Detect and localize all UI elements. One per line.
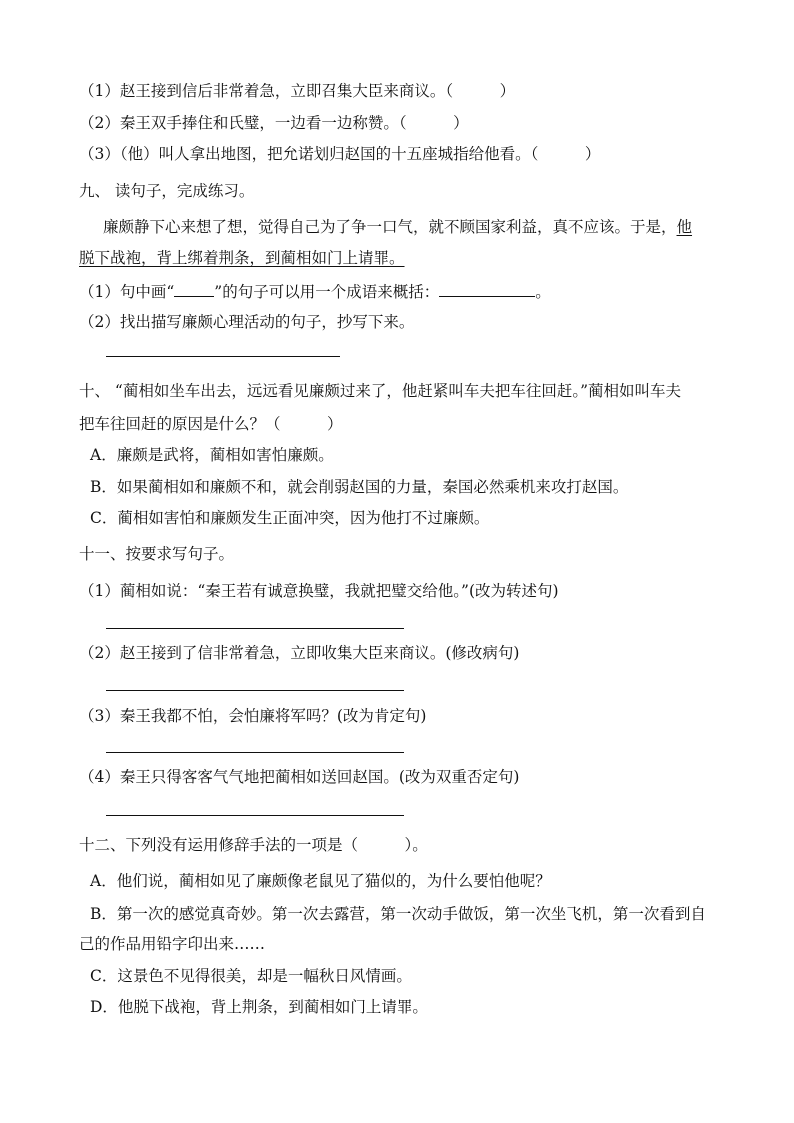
q9-sub1-answer-blank[interactable] bbox=[439, 280, 535, 297]
q9-sub1-text-b: ”的句子可以用一个成语来概括： bbox=[214, 283, 440, 301]
q9-passage-underlined-start: 他 bbox=[676, 218, 693, 236]
q8-item-2: （2）秦王双手捧住和氏璧，一边看一边称赞。（ ） bbox=[79, 114, 469, 132]
q11-item-3: （3）秦王我都不怕，会怕廉将军吗？(改为肯定句) bbox=[79, 707, 427, 725]
q11-item-1-answer-line[interactable] bbox=[106, 628, 404, 629]
q10-title-line-1: 十、 “蔺相如坐车出去，远远看见廉颇过来了，他赶紧叫车夫把车往回赶。”蔺相如叫车夫 bbox=[79, 382, 682, 400]
q8-item-3: （3）（他）叫人拿出地图，把允诺划归赵国的十五座城指给他看。（ ） bbox=[79, 145, 601, 163]
q11-item-4-answer-line[interactable] bbox=[106, 815, 404, 816]
q9-passage-line-1 bbox=[103, 216, 692, 238]
q11-item-3-answer-line[interactable] bbox=[106, 752, 404, 753]
q9-title: 九、 读句子，完成练习。 bbox=[79, 182, 255, 200]
q10-option-a[interactable]: A．廉颇是武将，蔺相如害怕廉颇。 bbox=[90, 446, 334, 464]
q9-sub2-answer-line[interactable] bbox=[106, 356, 340, 357]
q9-sub1-text-a: （1）句中画“ bbox=[79, 283, 175, 301]
q12-option-c[interactable]: C．这景色不见得很美，却是一幅秋日风情画。 bbox=[90, 967, 412, 985]
q9-sub2: （2）找出描写廉颇心理活动的句子，抄写下来。 bbox=[79, 313, 415, 331]
q12-option-b-line-2[interactable]: 己的作品用铅字印出来…… bbox=[79, 935, 266, 953]
q8-item-1: （1）赵王接到信后非常着急，立即召集大臣来商议。（ ） bbox=[79, 82, 516, 100]
q11-title: 十一、按要求写句子。 bbox=[79, 545, 235, 563]
q12-option-a[interactable]: A．他们说，蔺相如见了廉颇像老鼠见了猫似的，为什么要怕他呢？ bbox=[90, 872, 551, 890]
q9-sub1-mark-blank bbox=[174, 280, 214, 297]
q9-passage-plain: 廉颇静下心来想了想，觉得自己为了争一口气，就不顾国家利益，真不应该。于是， bbox=[103, 218, 677, 236]
q9-sub1 bbox=[79, 280, 551, 303]
q9-passage-line-2 bbox=[79, 247, 405, 269]
q10-option-b[interactable]: B．如果蔺相如和廉颇不和，就会削弱赵国的力量，秦国必然乘机来攻打赵国。 bbox=[90, 478, 629, 496]
q11-item-2-answer-line[interactable] bbox=[106, 690, 404, 691]
q9-sub1-text-c: 。 bbox=[535, 283, 551, 301]
q12-option-d[interactable]: D．他脱下战袍，背上荆条，到蔺相如门上请罪。 bbox=[90, 998, 428, 1016]
q10-option-c[interactable]: C．蔺相如害怕和廉颇发生正面冲突，因为他打不过廉颇。 bbox=[90, 509, 490, 527]
q12-title: 十二、下列没有运用修辞手法的一项是（ ）。 bbox=[79, 836, 428, 854]
q11-item-2: （2）赵王接到了信非常着急，立即收集大臣来商议。(修改病句) bbox=[79, 644, 520, 662]
q11-item-4: （4）秦王只得客客气气地把蔺相如送回赵国。(改为双重否定句) bbox=[79, 768, 520, 786]
q11-item-1: （1）蔺相如说：“秦王若有诚意换璧，我就把璧交给他。”(改为转述句) bbox=[79, 582, 559, 600]
q9-passage-underlined: 脱下战袍，背上绑着荆条，到蔺相如门上请罪。 bbox=[79, 249, 405, 267]
q12-option-b-line-1[interactable]: B．第一次的感觉真奇妙。第一次去露营，第一次动手做饭，第一次坐飞机，第一次看到自 bbox=[90, 905, 706, 923]
q10-title-line-2: 把车往回赶的原因是什么？（ ） bbox=[79, 415, 343, 433]
